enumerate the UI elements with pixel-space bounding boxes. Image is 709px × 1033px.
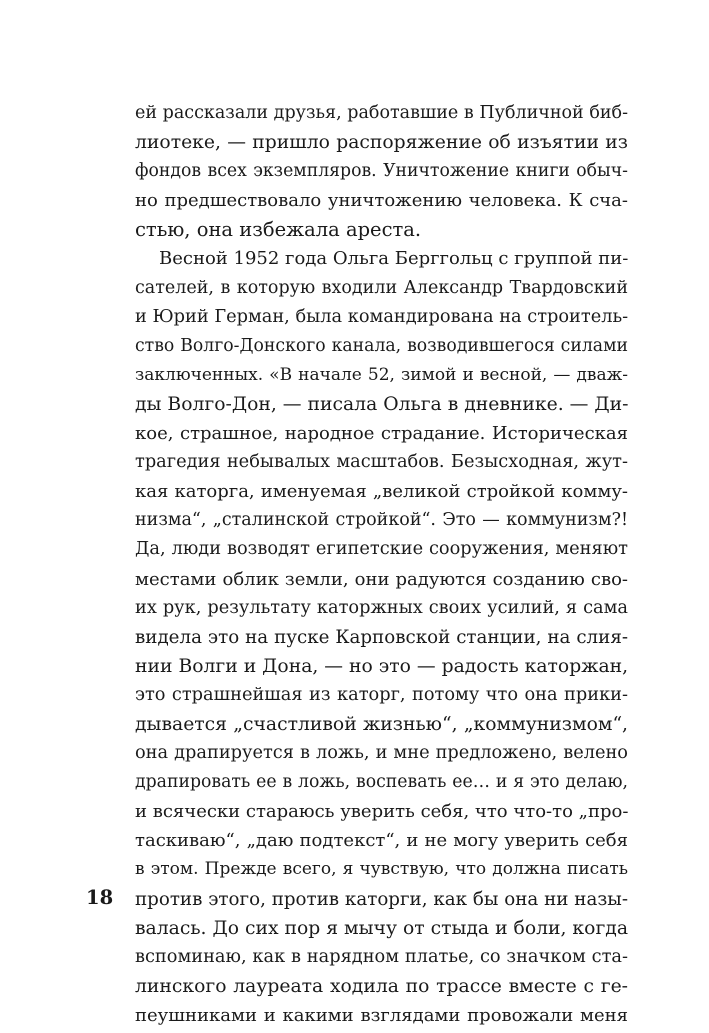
text-line: ей рассказали друзья, работавшие в Публичной биб- xyxy=(135,103,628,123)
text-line: стью, она избежала ареста. xyxy=(135,218,422,242)
text-line: вспоминаю, как в нарядном платье, со значком ста- xyxy=(135,946,628,967)
text-line: кое, страшное, народное страдание. Историческая xyxy=(135,423,628,445)
text-line: и всячески стараюсь уверить себя, что что-то „про- xyxy=(135,801,628,823)
text-line: ство Волго-Донского канала, возводившегося силами xyxy=(135,335,628,356)
text-line: она драпируется в ложь, и мне предложено, велено xyxy=(135,743,628,764)
text-line: видела это на пуске Карповской станции, на слия- xyxy=(135,626,628,648)
text-line: ды Волго-Дон, — писала Ольга в дневнике. — Ди- xyxy=(135,393,628,415)
text-line: Весной 1952 года Ольга Берггольц с группой пи- xyxy=(159,248,628,270)
text-line: заключенных. «В начале 52, зимой и весной, — дваж- xyxy=(135,364,628,385)
text-line: линского лауреата ходила по трассе вместе с ге- xyxy=(135,975,628,997)
text-line: местами облик земли, они радуются созданию сво- xyxy=(135,568,628,590)
body-text xyxy=(135,99,628,1030)
text-line: лиотеке, — пришло распоряжение об изъятии из xyxy=(135,132,628,154)
text-line: трагедия небывалых масштабов. Безысходная, жут- xyxy=(135,452,628,473)
text-line: их рук, результату каторжных своих усилий, я сама xyxy=(135,597,628,618)
text-line: пеушниками и какими взглядами провожали меня xyxy=(135,1004,628,1026)
text-line: против этого, против каторги, как бы она ни назы- xyxy=(135,888,628,910)
text-line: в этом. Прежде всего, я чувствую, что должна писать xyxy=(135,859,628,880)
text-line: дывается „счастливой жизнью“, „коммунизмом“, xyxy=(135,713,628,735)
text-line: Да, люди возводят египетские сооружения, меняют xyxy=(135,539,628,560)
text-line: нии Волги и Дона, — но это — радость каторжан, xyxy=(135,655,628,677)
page-number: 18 xyxy=(86,886,114,909)
text-line: кая каторга, именуемая „великой стройкой комму- xyxy=(135,481,628,503)
text-line: сателей, в которую входили Александр Твардовский xyxy=(135,277,628,298)
text-line: но предшествовало уничтожению человека. К сча- xyxy=(135,190,628,212)
text-line: фондов всех экземпляров. Уничтожение книги обыч- xyxy=(135,161,628,182)
text-line: драпировать ее в ложь, воспевать ее… и я это делаю, xyxy=(135,772,628,793)
text-line: низма“, „сталинской стройкой“. Это — коммунизм?! xyxy=(135,510,628,531)
text-line: это страшнейшая из каторг, потому что она прики- xyxy=(135,684,628,705)
text-line: таскиваю“, „даю подтекст“, и не могу уверить себя xyxy=(135,830,628,852)
text-line: валась. До сих пор я мычу от стыда и боли, когда xyxy=(135,917,628,939)
text-line: и Юрий Герман, была командирована на строитель- xyxy=(135,306,628,327)
